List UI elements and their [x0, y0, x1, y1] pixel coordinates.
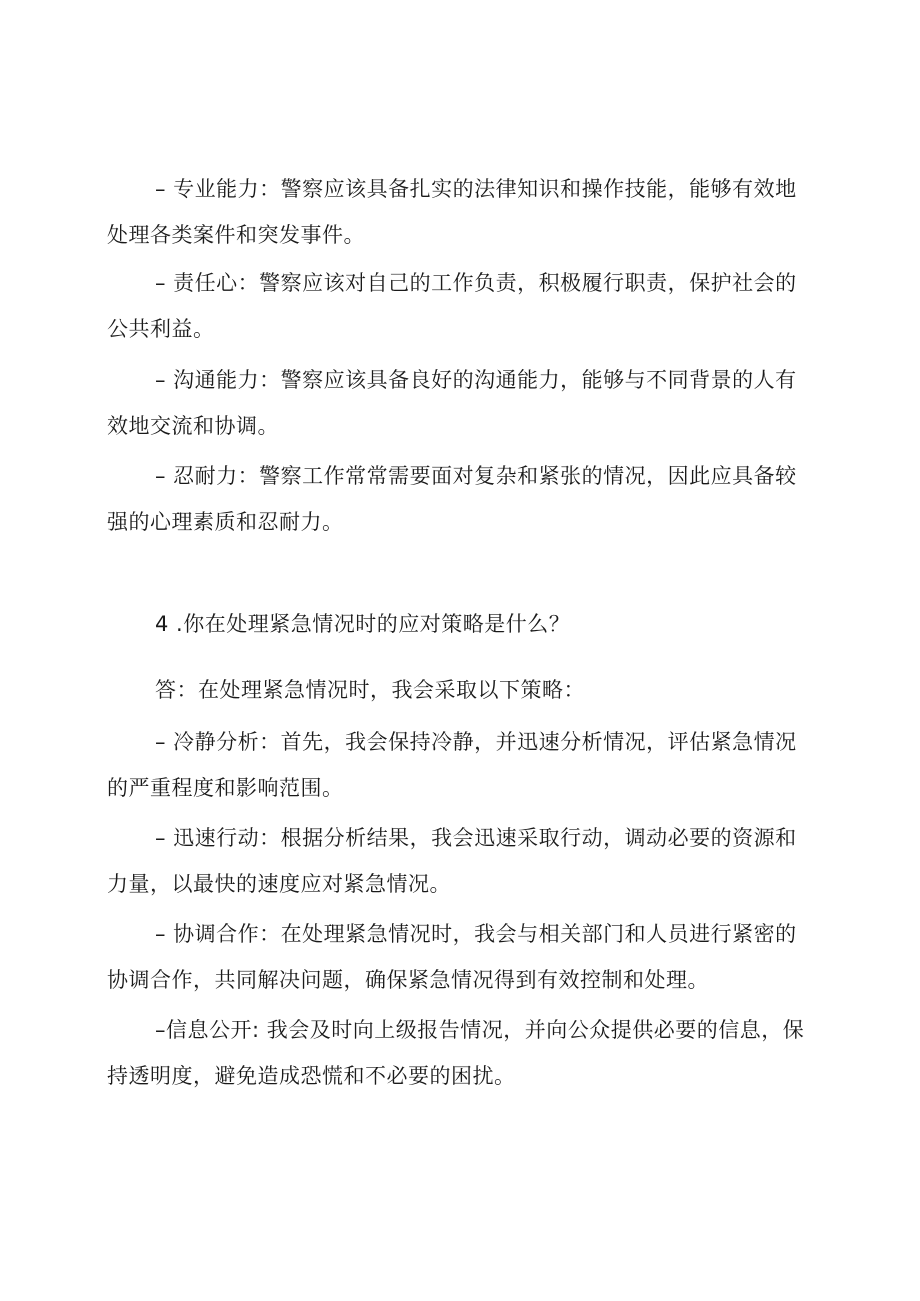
strategy-disclosure-line1: –信息公开: 我会及时向上级报告情况，并向公众提供必要的信息，保 [155, 1018, 805, 1042]
qualities-list-2 [107, 260, 807, 352]
strategy-item-4 [107, 1007, 807, 1099]
item-patience-line1: – 忍耐力：警察工作常常需要面对复杂和紧张的情况，因此应具备较 [155, 464, 797, 488]
question-heading: 4 .你在处理紧急情况时的应对策略是什么？ [155, 612, 571, 636]
strategy-cooperation-line2: 协调合作，共同解决问题，确保紧急情况得到有效控制和处理。 [107, 968, 709, 992]
item-professional-line2: 处理各类案件和突发事件。 [107, 223, 365, 247]
strategy-calm-line1: – 冷静分析：首先，我会保持冷静，并迅速分析情况，评估紧急情况 [155, 730, 797, 754]
strategy-disclosure-line2: 持透明度，避免造成恐慌和不必要的困扰。 [107, 1064, 516, 1088]
strategy-item-2 [107, 815, 807, 907]
qualities-list-4 [107, 453, 807, 545]
item-professional-line1: – 专业能力：警察应该具备扎实的法律知识和操作技能，能够有效地 [155, 177, 797, 201]
item-patience-line2: 强的心理素质和忍耐力。 [107, 510, 344, 534]
strategy-cooperation-line1: – 协调合作：在处理紧急情况时，我会与相关部门和人员进行紧密的 [155, 922, 797, 946]
answer-intro-block [107, 667, 807, 713]
strategy-item-3 [107, 911, 807, 1003]
strategy-action-line2: 力量，以最快的速度应对紧急情况。 [107, 872, 451, 896]
item-communication-line2: 效地交流和协调。 [107, 414, 279, 438]
qualities-list [107, 166, 807, 258]
qualities-list-3 [107, 357, 807, 449]
item-communication-line1: – 沟通能力：警察应该具备良好的沟通能力，能够与不同背景的人有 [155, 368, 797, 392]
strategy-calm-line2: 的严重程度和影响范围。 [107, 776, 344, 800]
answer-intro: 答：在处理紧急情况时，我会采取以下策略： [155, 678, 585, 702]
question-heading-block [107, 601, 807, 647]
item-responsibility-line2: 公共利益。 [107, 317, 215, 341]
strategy-action-line1: – 迅速行动：根据分析结果，我会迅速采取行动，调动必要的资源和 [155, 826, 797, 850]
strategy-item-1 [107, 719, 807, 811]
item-responsibility-line1: – 责任心：警察应该对自己的工作负责，积极履行职责，保护社会的 [155, 271, 797, 295]
